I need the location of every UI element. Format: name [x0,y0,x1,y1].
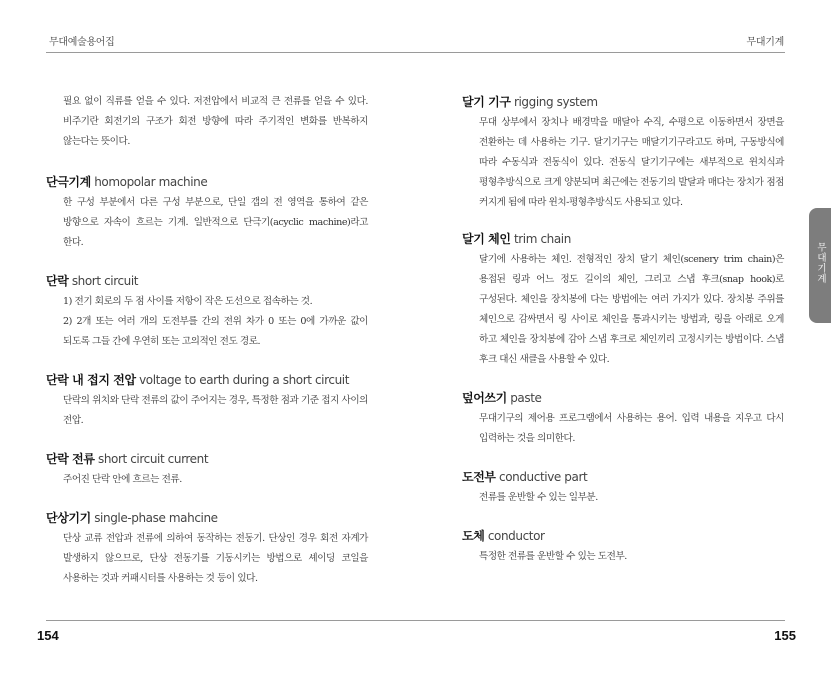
term-english: short circuit current [97,452,209,466]
term-korean: 도전부 [462,470,496,484]
term-korean: 단극기계 [46,175,91,189]
term-korean: 단락 [46,274,69,288]
page-number-left: 154 [37,628,59,643]
footer-rule [46,620,785,621]
definition-paragraph: 전류를 운반할 수 있는 일부분. [479,492,598,503]
entry-definition [46,470,368,490]
entry-definition [46,529,368,589]
glossary-entry [46,449,368,490]
right-column [462,92,784,567]
entry-term [462,229,784,249]
term-english: single-phase mahcine [94,511,218,525]
term-korean: 덮어쓰기 [462,391,507,405]
entry-term [46,449,368,469]
header-rule [46,52,785,53]
glossary-entry [46,508,368,589]
glossary-entry [46,271,368,352]
definition-paragraph: 한 구성 부분에서 다른 구성 부분으로, 단일 갭의 전 영역을 통하여 같은 방향으로 자속이 흐르는 기계. 일반적으로 단극기(acyclic machine)라고 한다. [63,197,368,248]
entry-definition [46,391,368,431]
term-korean: 달기 체인 [462,232,511,246]
definition-paragraph: 무대 상부에서 장치나 배경막을 매달아 수직, 수평으로 이동하면서 장면을 전환하는 데 사용하는 기구. 달기기구는 매달기기구라고도 하며, 구동방식에 따라 수동식과 전동식이 있다. 전동식 달기기구에는 새부적으로 윈치식과 평형추방식으로 크게 양분되며 최근에는 전동기의 발달과 매다는 장치가 점점 커지게 됨에 따라 윈치-평형추방식도 사용되고 있다. [479,117,784,208]
term-english: trim chain [513,232,571,246]
left-column [46,92,368,589]
term-korean: 단락 전류 [46,452,95,466]
entry-definition [462,409,784,449]
definition-paragraph: 1) 전기 회로의 두 점 사이를 저항이 작은 도선으로 접속하는 것. [63,296,313,307]
definition-paragraph: 2) 2개 또는 여러 개의 도전부를 간의 전위 차가 0 또는 0에 가까운 값이 되도록 그들 간에 우연히 또는 고의적인 전도 경로. [63,316,368,347]
page-number-right: 155 [774,628,796,643]
entry-definition [462,113,784,213]
glossary-entry [462,92,784,213]
running-header-right: 무대기계 [746,37,784,48]
section-thumb-tab [809,208,831,323]
glossary-entry [462,526,784,567]
entry-term [46,370,368,390]
glossary-entry [462,388,784,449]
running-header-left: 무대예술용어집 [49,37,115,48]
term-korean: 단상기기 [46,511,91,525]
definition-paragraph: 무대기구의 제어용 프로그램에서 사용하는 용어. 입력 내용을 지우고 다시 입력하는 것을 의미한다. [479,413,784,444]
term-english: rigging system [513,95,598,109]
definition-paragraph: 달기에 사용하는 체인. 전형적인 장치 달기 체인(scenery trim chain)은 용접된 링과 어느 정도 길이의 체인, 그리고 스냅 후크(snap hook)로 구성된다. 체인을 장치봉에 다는 방법에는 여러 가지가 있다. 장치봉 주위를 체인으로 감싸면서 링 사이로 체인을 통과시키는 방법과, 링을 아래로 오게 하고 체인을 장치봉에 감아 스냅 후크로 체인끼리 고정시키는 방법이다. 스냅 후크 대신 새클을 사용할 수 있다. [479,254,784,365]
definition-paragraph: 단락의 위치와 단락 전류의 값이 주어지는 경우, 특정한 점과 기준 접지 사이의 전압. [63,395,368,426]
entry-definition [46,193,368,253]
definition-paragraph: 특정한 전류를 운반할 수 있는 도전부. [479,551,627,562]
section-tab-label: 무대기계 [815,242,826,284]
term-english: conductor [487,529,545,543]
term-english: paste [510,391,542,405]
term-english: conductive part [499,470,588,484]
glossary-entry [462,229,784,370]
continued-paragraph: 필요 없이 직류를 얻을 수 있다. 저전압에서 비교적 큰 전류를 얻을 수 있다. 비주기란 회전기의 구조가 회전 방향에 따라 주기적인 변화를 반복하지 않는다는 뜻이다. [63,96,368,147]
glossary-entry [462,467,784,508]
entry-definition [462,488,784,508]
entry-term [46,172,368,192]
term-english: voltage to earth during a short circuit [139,373,350,387]
term-english: homopolar machine [94,175,208,189]
entry-term [462,92,784,112]
entry-definition [462,547,784,567]
term-korean: 도체 [462,529,485,543]
term-korean: 단락 내 접지 전압 [46,373,136,387]
term-english: short circuit [71,274,139,288]
entry-term [462,388,784,408]
definition-paragraph: 주어진 단락 안에 흐르는 전류. [63,474,182,485]
entry-term [46,271,368,291]
entry-definition [46,292,368,352]
term-korean: 달기 기구 [462,95,511,109]
glossary-entry [46,172,368,253]
entry-term [46,508,368,528]
entry-term [462,467,784,487]
entry-term [462,526,784,546]
entry-definition [462,250,784,370]
glossary-entry [46,370,368,431]
continued-text [46,92,368,152]
definition-paragraph: 단상 교류 전압과 전류에 의하여 동작하는 전동기. 단상인 경우 회전 자계가 발생하지 않으므로, 단상 전동기를 기동시키는 방법으로 셰이딩 코일을 사용하는 것과 커패시터를 사용하는 것 등이 있다. [63,533,368,584]
